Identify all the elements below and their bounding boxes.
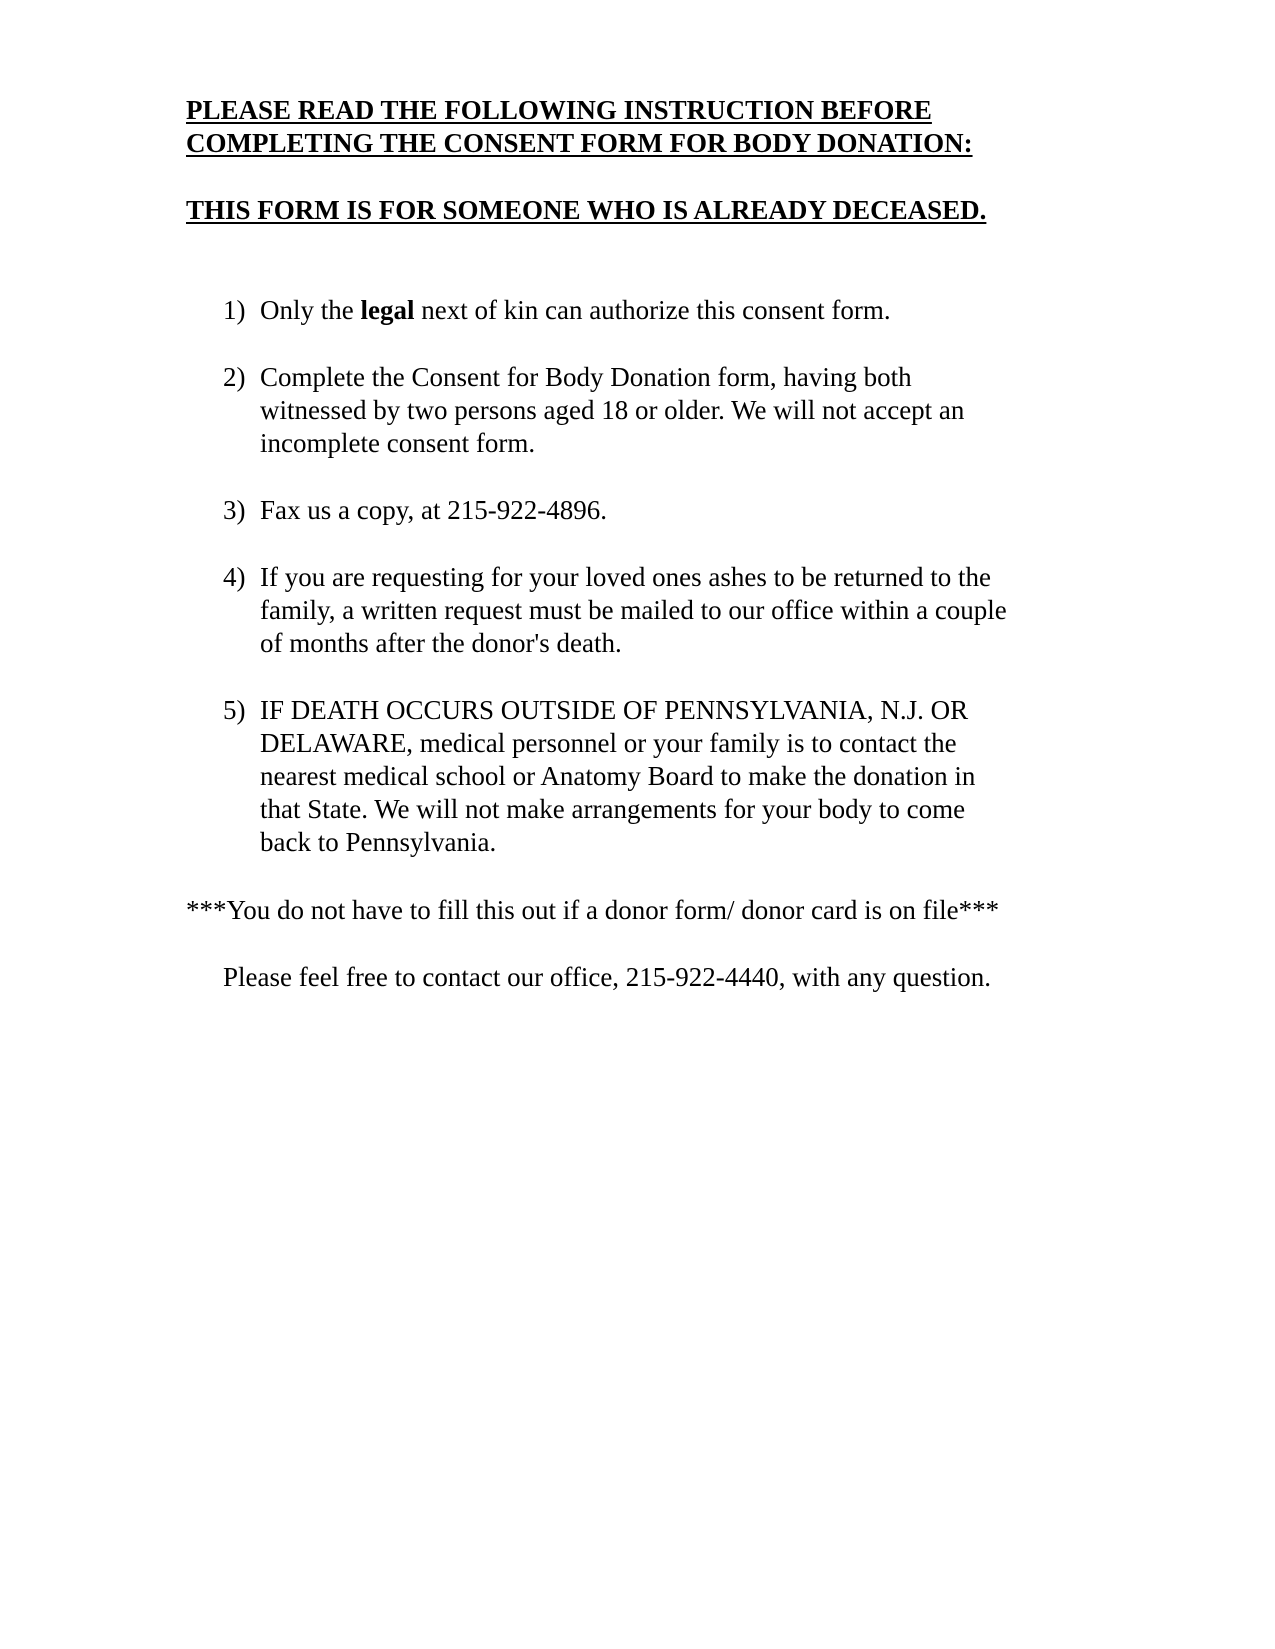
instruction-item-3 — [223, 494, 1093, 527]
contact-office-text: Please feel free to contact our office, 215-922-4440, with any question. — [223, 962, 992, 992]
instruction-line: nearest medical school or Anatomy Board to make the donation in — [260, 761, 976, 791]
instruction-item-4 — [223, 561, 1093, 660]
instruction-line: If you are requesting for your loved ones ashes to be returned to the — [260, 562, 992, 592]
instruction-text-start: Only the — [260, 295, 361, 325]
instruction-text — [260, 294, 1093, 327]
instruction-number: 5) — [223, 695, 246, 725]
instruction-number: 2) — [223, 362, 246, 392]
instruction-line: DELAWARE, medical personnel or your family is to contact the — [260, 728, 957, 758]
deceased-notice-heading: THIS FORM IS FOR SOMEONE WHO IS ALREADY DECEASED. — [186, 195, 987, 225]
instruction-item-1 — [223, 294, 1093, 327]
instruction-line: that State. We will not make arrangements for your body to come — [260, 794, 966, 824]
instruction-item-2 — [223, 361, 1093, 460]
donor-card-note: ***You do not have to fill this out if a donor form/ donor card is on file*** — [186, 895, 1000, 925]
instruction-line: witnessed by two persons aged 18 or older. We will not accept an — [260, 395, 965, 425]
instruction-number: 1) — [223, 295, 246, 325]
instruction-line: of months after the donor's death. — [260, 628, 622, 658]
instruction-text — [260, 361, 1093, 460]
instruction-text — [260, 494, 1093, 527]
instruction-line: back to Pennsylvania. — [260, 827, 497, 857]
instruction-text — [260, 561, 1093, 660]
instruction-number: 4) — [223, 562, 246, 592]
instruction-line: IF DEATH OCCURS OUTSIDE OF PENNSYLVANIA, N.J. OR — [260, 695, 969, 725]
instruction-line: Fax us a copy, at 215-922-4896. — [260, 495, 607, 525]
instruction-line: incomplete consent form. — [260, 428, 536, 458]
instruction-emphasis: legal — [360, 295, 415, 325]
instruction-text-end: next of kin can authorize this consent form. — [414, 295, 891, 325]
instruction-line: family, a written request must be mailed to our office within a couple — [260, 595, 1007, 625]
heading-line-1: PLEASE READ THE FOLLOWING INSTRUCTION BEFORE — [186, 95, 932, 125]
instruction-line: Complete the Consent for Body Donation form, having both — [260, 362, 912, 392]
heading-line-2: COMPLETING THE CONSENT FORM FOR BODY DONATION: — [186, 128, 973, 158]
instruction-text — [260, 694, 1093, 859]
instruction-number: 3) — [223, 495, 246, 525]
instruction-item-5 — [223, 694, 1093, 859]
